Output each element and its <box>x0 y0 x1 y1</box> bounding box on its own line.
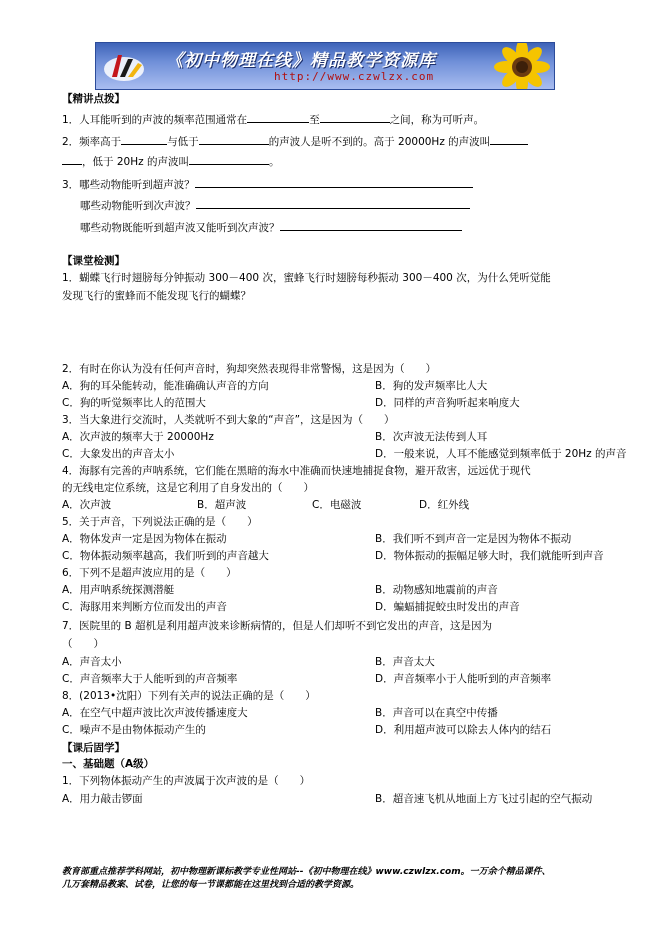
section-jingjiang: 【精讲点拨】 <box>62 93 125 105</box>
section-ketang: 【课堂检测】 <box>62 255 125 267</box>
question-line: 2．频率高于 与低于 的声波人是听不到的。高于 20000Hz 的声波叫 <box>62 133 528 149</box>
question-text: 5．关于声音，下列说法正确的是（ ） <box>62 516 258 528</box>
question-text: 的无线电定位系统，这是它利用了自身发出的（ ） <box>62 482 314 494</box>
option-row: A．用力敲击锣面 B．超音速飞机从地面上方飞过引起的空气振动 <box>62 793 593 805</box>
answer-blank[interactable] <box>320 111 390 123</box>
option-row: A．次声波 B．超声波 C．电磁波 D．红外线 <box>62 499 470 511</box>
question-text: 6．下列不是超声波应用的是（ ） <box>62 567 237 579</box>
option-row: C．声音频率大于人能听到的声音频率 D．声音频率小于人能听到的声音频率 <box>62 673 552 685</box>
question-text: 2．有时在你认为没有任何声音时，狗却突然表现得非常警惕，这是因为（ ） <box>62 363 437 375</box>
question-text: （ ） <box>62 638 104 650</box>
section-jichu: 一、基础题（A级） <box>62 758 155 770</box>
answer-blank[interactable] <box>195 176 473 188</box>
question-line: ，低于 20Hz 的声波叫 。 <box>62 153 279 169</box>
answer-blank[interactable] <box>62 153 82 165</box>
question-text: 7．医院里的 B 超机是利用超声波来诊断病情的，但是人们却听不到它发出的声音，这是因为 <box>62 620 493 632</box>
option-row: A．声音太小 B．声音太大 <box>62 656 435 668</box>
question-text: 1．蝴蝶飞行时翅膀每分钟振动 300－400 次，蜜蜂飞行时翅膀每秒振动 300－400 次，为什么凭听觉能 <box>62 272 551 284</box>
option-row: C．大象发出的声音太小 D．一般来说，人耳不能感觉到频率低于 20Hz 的声音 <box>62 448 627 460</box>
option-row: A．物体发声一定是因为物体在振动 B．我们听不到声音一定是因为物体不振动 <box>62 533 572 545</box>
logo-icon <box>102 49 146 83</box>
question-line: 3．哪些动物能听到超声波？ <box>62 176 473 192</box>
question-line: 哪些动物既能听到超声波又能听到次声波？ <box>80 219 462 235</box>
option-row: A．在空气中超声波比次声波传播速度大 B．声音可以在真空中传播 <box>62 707 498 719</box>
question-text: 发现飞行的蜜蜂而不能发现飞行的蝴蝶？ <box>62 290 251 302</box>
question-line: 哪些动物能听到次声波？ <box>80 197 470 213</box>
answer-blank[interactable] <box>199 133 269 145</box>
answer-blank[interactable] <box>196 197 470 209</box>
answer-blank[interactable] <box>189 153 269 165</box>
option-row: A．次声波的频率大于 20000Hz B．次声波无法传到人耳 <box>62 431 488 443</box>
page-footer: 教育部重点推荐学科网站，初中物理新课标教学专业性网站--《初中物理在线》www.czwlzx.com。一万余个精品课件、 几万套精品教案、试卷，让您的每一节课都能在这里找到合适的教学资源。 <box>62 867 551 890</box>
header-banner <box>95 42 555 90</box>
option-row: C．物体振动频率越高，我们听到的声音越大 D．物体振动的振幅足够大时，我们就能听到声音 <box>62 550 604 562</box>
option-row: C．噪声不是由物体振动产生的 D．利用超声波可以除去人体内的结石 <box>62 724 552 736</box>
answer-blank[interactable] <box>247 111 309 123</box>
sunflower-icon <box>482 42 552 90</box>
banner-title: 《初中物理在线》精品教学资源库 <box>166 51 436 71</box>
option-row: C．狗的听觉频率比人的范围大 D．同样的声音狗听起来响度大 <box>62 397 520 409</box>
question-line: 1．人耳能听到的声波的频率范围通常在 至 之间，称为可听声。 <box>62 111 484 127</box>
answer-blank[interactable] <box>280 219 462 231</box>
option-row: A．用声呐系统探测潜艇 B．动物感知地震前的声音 <box>62 584 498 596</box>
question-text: 3．当大象进行交流时，人类就听不到大象的“声音”，这是因为（ ） <box>62 414 395 426</box>
answer-blank[interactable] <box>490 133 528 145</box>
answer-blank[interactable] <box>121 133 167 145</box>
option-row: A．狗的耳朵能转动，能准确确认声音的方向 B．狗的发声频率比人大 <box>62 380 488 392</box>
question-text: 4．海豚有完善的声呐系统，它们能在黑暗的海水中准确而快速地捕捉食物，避开敌害，远远优于现代 <box>62 465 531 477</box>
banner-url: http://www.czwlzx.com <box>274 70 435 83</box>
question-text: 1．下列物体振动产生的声波属于次声波的是（ ） <box>62 775 311 787</box>
section-kehou: 【课后固学】 <box>62 742 125 754</box>
question-text: 8．(2013•沈阳）下列有关声的说法正确的是（ ） <box>62 690 316 702</box>
option-row: C．海豚用来判断方位而发出的声音 D．蝙蝠捕捉蛟虫时发出的声音 <box>62 601 520 613</box>
